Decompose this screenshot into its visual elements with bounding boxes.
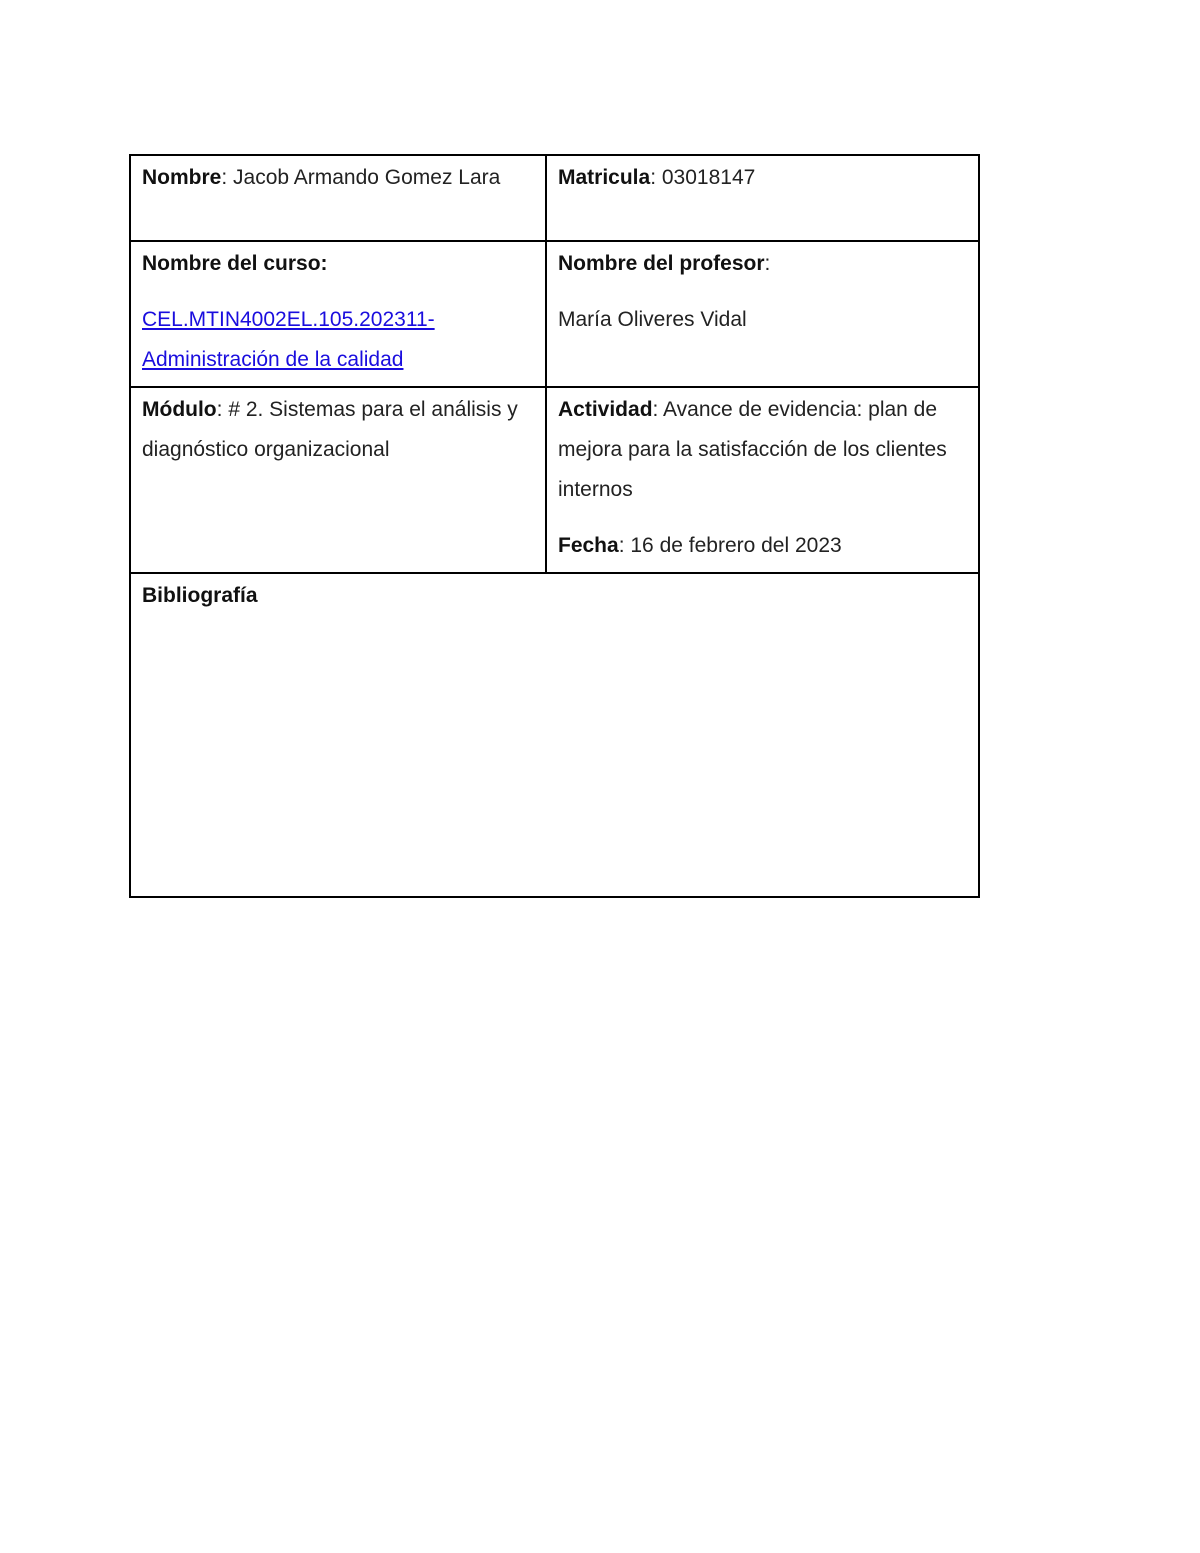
actividad-value: Avance de evidencia: plan de mejora para la satisfacción de los clientes internos xyxy=(558,398,947,501)
bibliografia-label: Bibliografía xyxy=(142,584,258,607)
actividad-separator: : xyxy=(652,398,664,421)
fecha-value: 16 de febrero del 2023 xyxy=(630,534,842,557)
modulo-separator: : xyxy=(216,398,229,421)
fecha-label: Fecha xyxy=(558,534,619,557)
course-link-line-1[interactable]: CEL.MTIN4002EL.105.202311- xyxy=(142,308,435,331)
profesor-label: Nombre del profesor xyxy=(558,252,765,275)
nombre-value: Jacob Armando Gomez Lara xyxy=(233,166,501,189)
matricula-cell xyxy=(546,155,979,241)
actividad-label: Actividad xyxy=(558,398,653,421)
course-link[interactable] xyxy=(142,300,535,380)
curso-label: Nombre del curso: xyxy=(142,252,328,275)
modulo-cell xyxy=(130,387,546,573)
profesor-separator: : xyxy=(764,252,771,275)
student-info-table xyxy=(129,154,980,898)
nombre-cell xyxy=(130,155,546,241)
course-link-line-2[interactable]: Administración de la calidad xyxy=(142,348,404,371)
bibliografia-cell xyxy=(130,573,979,897)
actividad-cell xyxy=(546,387,979,573)
table-row xyxy=(130,155,979,241)
profesor-value: María Oliveres Vidal xyxy=(558,308,747,331)
curso-cell xyxy=(130,241,546,387)
table-row xyxy=(130,387,979,573)
matricula-value: 03018147 xyxy=(661,166,756,189)
modulo-value: # 2. Sistemas para el análisis y diagnóstico organizacional xyxy=(142,398,518,461)
nombre-label: Nombre xyxy=(142,166,222,189)
profesor-cell xyxy=(546,241,979,387)
table-row xyxy=(130,241,979,387)
nombre-separator: : xyxy=(221,166,234,189)
matricula-separator: : xyxy=(650,166,662,189)
table-row xyxy=(130,573,979,897)
fecha-separator: : xyxy=(618,534,631,557)
matricula-label: Matricula xyxy=(558,166,651,189)
modulo-label: Módulo xyxy=(142,398,217,421)
